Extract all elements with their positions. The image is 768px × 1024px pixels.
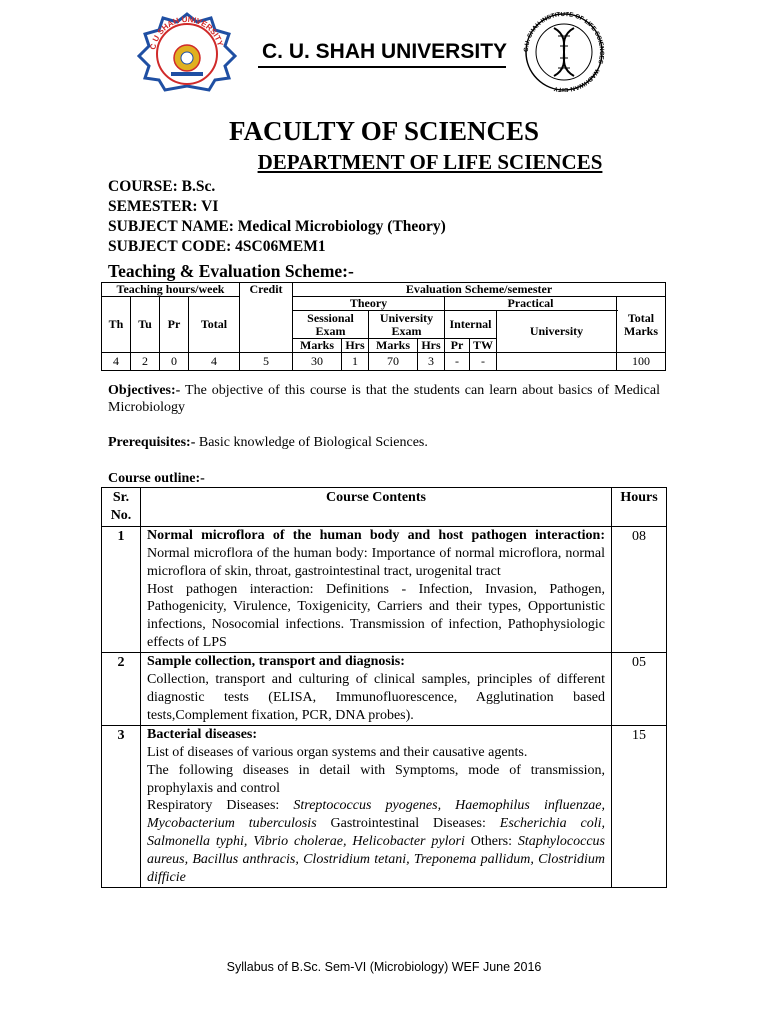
row-title: Sample collection, transport and diagnosis: bbox=[147, 654, 405, 670]
sessional-hrs-value: 1 bbox=[342, 353, 369, 371]
scheme-title: Teaching & Evaluation Scheme:- bbox=[108, 261, 354, 281]
credit-value: 5 bbox=[240, 353, 293, 371]
others-species: Staphylococcus aureus, Bacillus anthracis, Clostridium tetani, Treponema pallidum, Clostridium difficie bbox=[147, 834, 605, 886]
pr-value: 0 bbox=[160, 353, 189, 371]
university-value bbox=[497, 353, 617, 371]
department-title: DEPARTMENT OF LIFE SCIENCES bbox=[257, 150, 603, 174]
total-header: Total bbox=[189, 297, 240, 353]
university-marks-value: 70 bbox=[369, 353, 418, 371]
row-hours: 08 bbox=[612, 526, 667, 652]
row-hours: 05 bbox=[612, 653, 667, 726]
total-marks-value: 100 bbox=[617, 353, 666, 371]
row-text: Host pathogen interaction: Definitions - Infection, Invasion, Pathogen, Pathogenicity, Virulence, Toxigenicity, Carriers and their types, Opportunistic infections, Nosocomial infections. Transmission of infection, Pathophysiologic effects of LPS bbox=[147, 581, 605, 651]
university-header: University bbox=[497, 311, 617, 353]
table-row bbox=[102, 526, 667, 652]
theory-header: Theory bbox=[293, 297, 445, 311]
hours-header: Hours bbox=[612, 488, 667, 527]
internal-pr-value: - bbox=[445, 353, 470, 371]
prerequisites bbox=[108, 434, 660, 451]
logo-text: C U SHAH UNIVERSITY bbox=[148, 14, 225, 51]
row-text: Collection, transport and culturing of clinical samples, principles of different diagnostic tests (ELISA, Immunofluorescence, Agglutination based tests,Complement fixation, PCR, DNA probes). bbox=[147, 672, 605, 723]
university-hrs-header: Hrs bbox=[418, 339, 445, 353]
th-value: 4 bbox=[102, 353, 131, 371]
page-footer: Syllabus of B.Sc. Sem-VI (Microbiology) WEF June 2016 bbox=[226, 960, 542, 974]
evaluation-header: Evaluation Scheme/semester bbox=[293, 283, 666, 297]
institute-logo-text: C.U. SHAH INSTITUTE OF LIFE SCIENCES · WADHWAN CITY bbox=[522, 12, 606, 92]
row-contents bbox=[141, 526, 612, 652]
row-contents bbox=[141, 653, 612, 726]
total-value: 4 bbox=[189, 353, 240, 371]
prerequisites-label: Prerequisites:- bbox=[108, 435, 196, 450]
row-title: Bacterial diseases: bbox=[147, 726, 258, 742]
university-exam-header: University Exam bbox=[369, 311, 445, 339]
internal-tw-header: TW bbox=[470, 339, 497, 353]
respiratory-label: Respiratory Diseases: bbox=[147, 798, 294, 814]
objectives-label: Objectives:- bbox=[108, 383, 181, 398]
th-header: Th bbox=[102, 297, 131, 353]
semester-line: SEMESTER: VI bbox=[108, 198, 219, 215]
total-marks-header: Total Marks bbox=[617, 297, 666, 353]
university-marks-header: Marks bbox=[369, 339, 418, 353]
university-logo bbox=[133, 12, 241, 92]
course-outline-label: Course outline:- bbox=[108, 471, 205, 486]
course-contents-header: Course Contents bbox=[141, 488, 612, 527]
university-underline bbox=[258, 66, 506, 68]
others-label: Others: bbox=[464, 834, 518, 850]
internal-header: Internal bbox=[445, 311, 497, 339]
objectives bbox=[108, 382, 660, 416]
row-hours: 15 bbox=[612, 725, 667, 887]
internal-tw-value: - bbox=[470, 353, 497, 371]
sessional-marks-header: Marks bbox=[293, 339, 342, 353]
credit-header: Credit bbox=[240, 283, 293, 353]
row-contents bbox=[141, 725, 612, 887]
university-hrs-value: 3 bbox=[418, 353, 445, 371]
row-text: List of diseases of various organ systems and their causative agents. bbox=[147, 744, 528, 760]
row-number: 3 bbox=[102, 725, 141, 887]
pr-header: Pr bbox=[160, 297, 189, 353]
sessional-exam-header: Sessional Exam bbox=[293, 311, 369, 339]
row-text: Normal microflora of the human body: Importance of normal microflora, normal microflora of skin, throat, gastrointestinal tract, urogenital tract bbox=[147, 545, 605, 579]
institute-logo bbox=[514, 12, 614, 92]
subject-code-line: SUBJECT CODE: 4SC06MEM1 bbox=[108, 238, 326, 255]
teaching-hours-header: Teaching hours/week bbox=[102, 283, 240, 297]
tu-header: Tu bbox=[131, 297, 160, 353]
gastrointestinal-species: Escherichia coli, Salmonella typhi, Vibrio cholerae, Helicobacter pylori bbox=[147, 816, 605, 850]
sessional-marks-value: 30 bbox=[293, 353, 342, 371]
prerequisites-text: Basic knowledge of Biological Sciences. bbox=[195, 435, 428, 450]
course-outline-table bbox=[101, 487, 667, 888]
row-text: The following diseases in detail with Symptoms, mode of transmission, prophylaxis and control bbox=[147, 762, 605, 796]
table-row bbox=[102, 653, 667, 726]
sessional-hrs-header: Hrs bbox=[342, 339, 369, 353]
gastrointestinal-label: Gastrointestinal Diseases: bbox=[316, 816, 500, 832]
row-title: Normal microflora of the human body and host pathogen interaction: bbox=[147, 527, 605, 543]
faculty-title: FACULTY OF SCIENCES bbox=[228, 116, 540, 146]
evaluation-table bbox=[101, 282, 666, 371]
tu-value: 2 bbox=[131, 353, 160, 371]
row-number: 1 bbox=[102, 526, 141, 652]
row-number: 2 bbox=[102, 653, 141, 726]
table-row bbox=[102, 725, 667, 887]
respiratory-species: Streptococcus pyogenes, Haemophilus influenzae, Mycobacterium tuberculosis bbox=[147, 798, 605, 832]
sr-no-header: Sr. No. bbox=[102, 488, 141, 527]
university-name: C. U. SHAH UNIVERSITY bbox=[262, 40, 508, 63]
internal-pr-header: Pr bbox=[445, 339, 470, 353]
subject-name-line: SUBJECT NAME: Medical Microbiology (Theory) bbox=[108, 218, 446, 235]
course-line: COURSE: B.Sc. bbox=[108, 178, 216, 195]
objectives-text: The objective of this course is that the students can learn about basics of Medical Microbiology bbox=[108, 383, 660, 415]
practical-header: Practical bbox=[445, 297, 617, 311]
